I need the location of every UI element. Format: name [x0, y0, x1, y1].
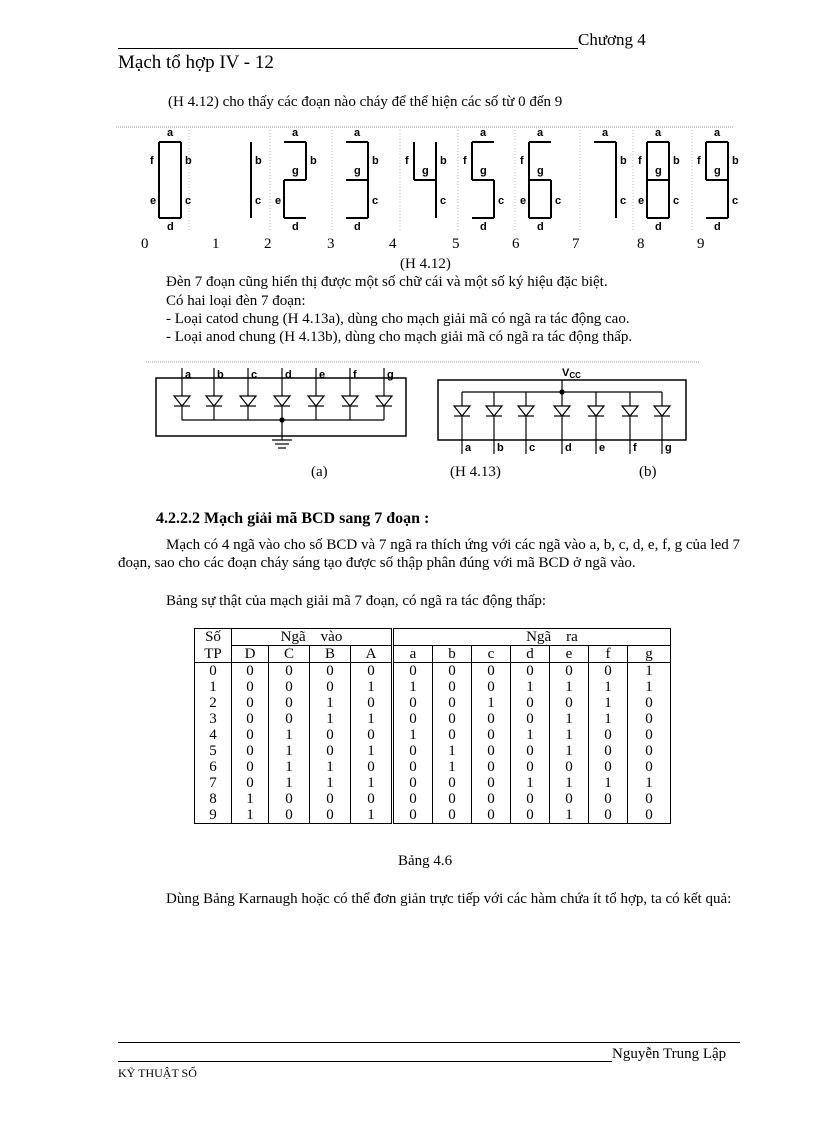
segment-label: g	[714, 165, 721, 177]
table-row	[195, 711, 671, 727]
segment-label: e	[638, 195, 645, 207]
segment-label: c	[732, 195, 739, 207]
pin-label: f	[633, 442, 637, 454]
table-cell: 1	[550, 679, 589, 695]
digit-number: 1	[212, 236, 220, 252]
table-row	[195, 727, 671, 743]
segment-label: a	[714, 127, 721, 139]
table-cell: 1	[232, 807, 269, 824]
table-cell: 0	[589, 759, 628, 775]
table-cell: 1	[550, 711, 589, 727]
table-cell: 7	[195, 775, 232, 791]
fig413-caption: (H 4.13)	[450, 464, 501, 480]
table-cell: 0	[310, 743, 351, 759]
segment-label: c	[620, 195, 627, 207]
segment-label: e	[520, 195, 527, 207]
table-cell: 0	[351, 695, 393, 711]
table-cell: 0	[393, 775, 433, 791]
table-cell: 0	[433, 663, 472, 680]
segment-label: g	[655, 165, 662, 177]
pin-label: b	[217, 369, 224, 381]
table-cell: 0	[232, 743, 269, 759]
fig413-caption-a: (a)	[311, 464, 328, 480]
table-cell: 0	[433, 711, 472, 727]
table-cell: 1	[351, 743, 393, 759]
table-cell: 1	[269, 743, 310, 759]
head-tp: TP	[195, 646, 232, 663]
footer-author: Nguyễn Trung Lập	[612, 1046, 727, 1062]
segment-label: f	[150, 155, 154, 167]
table-cell: 0	[232, 775, 269, 791]
segment-label: g	[422, 165, 429, 177]
table-cell: 0	[269, 791, 310, 807]
table-cell: 0	[310, 807, 351, 824]
table-cell: 0	[628, 743, 671, 759]
segment-label: f	[463, 155, 467, 167]
segment-label: f	[520, 155, 524, 167]
segment-label: c	[498, 195, 505, 207]
segment-label: a	[354, 127, 361, 139]
col-head-output: c	[472, 646, 511, 663]
segment-label: c	[673, 195, 680, 207]
table-cell: 0	[269, 807, 310, 824]
page-title: Mạch tổ hợp IV - 12	[118, 52, 274, 73]
table-cell: 1	[589, 695, 628, 711]
pin-label: a	[465, 442, 472, 454]
table-row	[195, 791, 671, 807]
table-cell: 0	[433, 695, 472, 711]
table-cell: 0	[393, 711, 433, 727]
col-head-input: B	[310, 646, 351, 663]
head-outputs: Ngã ra	[393, 629, 671, 646]
digit-number: 7	[572, 236, 580, 252]
table-cell: 1	[550, 743, 589, 759]
segment-label: d	[292, 221, 299, 233]
col-head-input: C	[269, 646, 310, 663]
table-cell: 0	[472, 775, 511, 791]
table-cell: 0	[269, 711, 310, 727]
table-cell: 0	[628, 791, 671, 807]
table-cell: 1	[550, 807, 589, 824]
table-cell: 1	[589, 679, 628, 695]
segment-label: g	[292, 165, 299, 177]
digit-number: 5	[452, 236, 460, 252]
segment-label: b	[673, 155, 680, 167]
segment-label: b	[185, 155, 192, 167]
table-cell: 3	[195, 711, 232, 727]
col-head-input: D	[232, 646, 269, 663]
table-cell: 0	[628, 759, 671, 775]
segment-label: b	[310, 155, 317, 167]
table-cell: 0	[472, 679, 511, 695]
table-cell: 0	[550, 791, 589, 807]
table-cell: 0	[511, 695, 550, 711]
table-cell: 0	[232, 711, 269, 727]
col-head-output: f	[589, 646, 628, 663]
table-cell: 0	[351, 727, 393, 743]
table-cell: 1	[195, 679, 232, 695]
table-cell: 0	[393, 791, 433, 807]
table-cell: 0	[511, 759, 550, 775]
circuit-a-box	[156, 378, 406, 436]
segment-label: d	[537, 221, 544, 233]
pin-label: d	[285, 369, 292, 381]
table-cell: 1	[232, 791, 269, 807]
table-cell: 0	[232, 727, 269, 743]
table-cell: 0	[269, 663, 310, 680]
table-cell: 0	[195, 663, 232, 680]
table-cell: 1	[269, 775, 310, 791]
pin-label: g	[665, 442, 672, 454]
table-cell: 1	[351, 679, 393, 695]
table-cell: 0	[628, 807, 671, 824]
table-cell: 0	[589, 663, 628, 680]
table-cell: 0	[472, 743, 511, 759]
segment-label: d	[655, 221, 662, 233]
table-cell: 1	[310, 759, 351, 775]
table-cell: 0	[393, 807, 433, 824]
text-line-2: Có hai loại đèn 7 đoạn:	[166, 293, 306, 309]
segment-label: c	[185, 195, 192, 207]
fig412-intro: (H 4.12) cho thấy các đoạn nào cháy để thể hiện các số từ 0 đến 9	[168, 94, 563, 110]
segment-label: c	[555, 195, 562, 207]
table-cell: 1	[351, 711, 393, 727]
table-cell: 0	[472, 807, 511, 824]
segment-label: f	[638, 155, 642, 167]
digit-number: 2	[264, 236, 272, 252]
table-cell: 1	[589, 711, 628, 727]
segment-label: a	[602, 127, 609, 139]
truth-table	[194, 628, 671, 824]
table-cell: 1	[589, 775, 628, 791]
table-cell: 0	[393, 743, 433, 759]
table-cell: 0	[351, 791, 393, 807]
table-cell: 0	[628, 711, 671, 727]
table-cell: 0	[351, 759, 393, 775]
table-cell: 0	[589, 791, 628, 807]
table-row	[195, 759, 671, 775]
table-cell: 0	[310, 679, 351, 695]
pin-label: g	[387, 369, 394, 381]
text-line-4: - Loại anod chung (H 4.13b), dùng cho mạch giải mã có ngã ra tác động thấp.	[166, 329, 633, 345]
table-cell: 8	[195, 791, 232, 807]
table-row	[195, 807, 671, 824]
table-cell: 0	[472, 711, 511, 727]
section-heading: 4.2.2.2 Mạch giải mã BCD sang 7 đoạn :	[156, 510, 430, 527]
col-head-output: b	[433, 646, 472, 663]
table-cell: 0	[351, 663, 393, 680]
table-cell: 1	[351, 807, 393, 824]
table-cell: 0	[511, 711, 550, 727]
segment-label: a	[292, 127, 299, 139]
table-cell: 1	[393, 679, 433, 695]
table-cell: 0	[472, 759, 511, 775]
segment-label: d	[167, 221, 174, 233]
segment-label: d	[480, 221, 487, 233]
text-line-1: Đèn 7 đoạn cũng hiển thị được một số chữ cái và một số ký hiệu đặc biệt.	[166, 274, 608, 290]
section-paragraph: Mạch có 4 ngã vào cho số BCD và 7 ngã ra thích ứng với các ngã vào a, b, c, d, e, f, g của led 7 đoạn, sao cho các đoạn cháy sáng tạo được số thập phân đúng với mã BCD ở ngã vào.	[118, 537, 740, 571]
table-cell: 0	[589, 807, 628, 824]
table-row	[195, 775, 671, 791]
table-caption: Bảng 4.6	[398, 853, 453, 869]
table-cell: 1	[351, 775, 393, 791]
table-cell: 1	[628, 679, 671, 695]
table-cell: 0	[628, 727, 671, 743]
table-cell: 0	[310, 791, 351, 807]
segment-label: b	[440, 155, 447, 167]
col-head-output: e	[550, 646, 589, 663]
pin-label: c	[529, 442, 536, 454]
table-cell: 0	[511, 807, 550, 824]
col-head-output: a	[393, 646, 433, 663]
table-cell: 1	[472, 695, 511, 711]
table-cell: 1	[269, 759, 310, 775]
table-row	[195, 679, 671, 695]
table-cell: 0	[511, 743, 550, 759]
footer-subject: KỸ THUẬT SỐ	[118, 1066, 197, 1080]
table-cell: 1	[310, 775, 351, 791]
table-cell: 9	[195, 807, 232, 824]
digit-number: 3	[327, 236, 335, 252]
table-cell: 0	[433, 727, 472, 743]
table-cell: 0	[232, 663, 269, 680]
digit-number: 8	[637, 236, 645, 252]
segment-label: a	[167, 127, 174, 139]
text-line-3: - Loại catod chung (H 4.13a), dùng cho mạch giải mã có ngã ra tác động cao.	[166, 311, 630, 327]
segment-label: a	[480, 127, 487, 139]
table-cell: 5	[195, 743, 232, 759]
table-cell: 1	[393, 727, 433, 743]
fig412-caption: (H 4.12)	[400, 256, 451, 272]
segment-label: e	[150, 195, 157, 207]
pin-label: f	[353, 369, 357, 381]
segment-label: c	[255, 195, 262, 207]
segment-label: c	[440, 195, 447, 207]
segment-label: f	[697, 155, 701, 167]
table-row	[195, 743, 671, 759]
table-cell: 0	[589, 727, 628, 743]
table-cell: 0	[511, 663, 550, 680]
segment-label: a	[537, 127, 544, 139]
footer-rule	[118, 1061, 612, 1062]
table-cell: 1	[628, 775, 671, 791]
col-head-input: A	[351, 646, 393, 663]
table-cell: 0	[433, 807, 472, 824]
table-cell: 0	[550, 759, 589, 775]
table-cell: 0	[393, 759, 433, 775]
digit-number: 4	[389, 236, 397, 252]
table-cell: 0	[472, 727, 511, 743]
table-cell: 6	[195, 759, 232, 775]
table-cell: 0	[472, 663, 511, 680]
pin-label: d	[565, 442, 572, 454]
segment-label: d	[354, 221, 361, 233]
table-cell: 0	[472, 791, 511, 807]
table-cell: 1	[511, 679, 550, 695]
segment-label: c	[372, 195, 379, 207]
table-cell: 0	[589, 743, 628, 759]
segment-label: b	[255, 155, 262, 167]
digit-number: 9	[697, 236, 705, 252]
table-row	[195, 695, 671, 711]
header-rule	[118, 48, 578, 49]
segment-label: b	[372, 155, 379, 167]
table-row	[195, 663, 671, 680]
table-cell: 1	[550, 775, 589, 791]
table-cell: 1	[310, 711, 351, 727]
table-cell: 0	[232, 759, 269, 775]
table-cell: 1	[628, 663, 671, 680]
table-cell: 0	[393, 695, 433, 711]
pin-label: a	[185, 369, 192, 381]
table-cell: 1	[269, 727, 310, 743]
closing-paragraph: Dùng Bảng Karnaugh hoặc có thể đơn giản trực tiếp với các hàm chứa ít tổ hợp, ta có kết quả:	[166, 891, 732, 907]
pin-label: e	[319, 369, 326, 381]
segment-label: f	[405, 155, 409, 167]
table-cell: 1	[433, 759, 472, 775]
digit-number: 0	[141, 236, 149, 252]
chapter-label: Chương 4	[578, 30, 646, 49]
col-head-output: g	[628, 646, 671, 663]
table-cell: 2	[195, 695, 232, 711]
footer-rule-top	[118, 1042, 740, 1043]
head-inputs: Ngã vào	[232, 629, 393, 646]
table-intro: Bảng sự thật của mạch giải mã 7 đoạn, có ngã ra tác động thấp:	[166, 593, 547, 609]
segment-label: g	[480, 165, 487, 177]
segment-label: a	[655, 127, 662, 139]
table-cell: 1	[550, 727, 589, 743]
table-cell: 0	[393, 663, 433, 680]
pin-label: e	[599, 442, 606, 454]
fig413-caption-b: (b)	[639, 464, 657, 480]
table-cell: 0	[511, 791, 550, 807]
table-cell: 0	[433, 791, 472, 807]
table-cell: 0	[232, 679, 269, 695]
table-cell: 0	[232, 695, 269, 711]
pin-label: b	[497, 442, 504, 454]
segment-label: g	[537, 165, 544, 177]
table-cell: 0	[550, 695, 589, 711]
segment-label: e	[275, 195, 282, 207]
table-cell: 0	[310, 727, 351, 743]
table-cell: 0	[269, 679, 310, 695]
seven-segment-digits-figure	[114, 124, 739, 236]
led-circuit-figure	[144, 358, 704, 462]
segment-label: b	[620, 155, 627, 167]
table-cell: 0	[433, 775, 472, 791]
table-cell: 1	[433, 743, 472, 759]
segment-label: g	[354, 165, 361, 177]
table-cell: 1	[310, 695, 351, 711]
digit-number: 6	[512, 236, 520, 252]
head-so: Số	[195, 629, 232, 646]
table-cell: 0	[269, 695, 310, 711]
table-cell: 0	[433, 679, 472, 695]
table-cell: 0	[310, 663, 351, 680]
pin-label: c	[251, 369, 258, 381]
col-head-output: d	[511, 646, 550, 663]
table-cell: 1	[511, 727, 550, 743]
segment-label: d	[714, 221, 721, 233]
table-cell: 0	[628, 695, 671, 711]
segment-label: b	[732, 155, 739, 167]
vcc-label: VCC	[562, 367, 581, 380]
table-cell: 0	[550, 663, 589, 680]
table-cell: 4	[195, 727, 232, 743]
table-cell: 1	[511, 775, 550, 791]
